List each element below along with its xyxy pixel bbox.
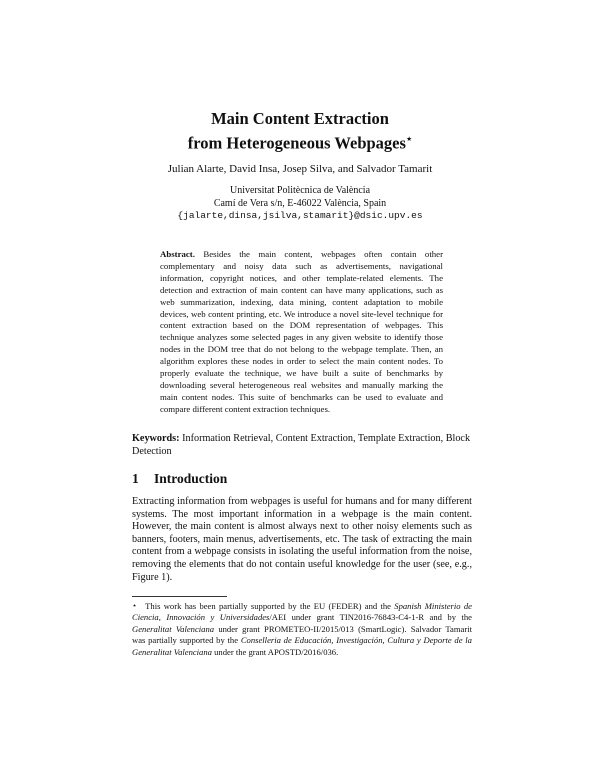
affiliation-emails: {jalarte,dinsa,jsilva,stamarit}@dsic.upv.es: [177, 210, 423, 221]
footnote-italic-1: Spanish Ministerio de Ciencia, Innovación y Universidades: [132, 601, 472, 623]
intro-paragraph: Extracting information from webpages is useful for humans and for many different systems. The most important information in a webpage is the main content. However, the main content is almost always next to other noisy elements such as banners, footers, main menus, advertisements, etc. The task of extracting the main content from a webpage consists in isolating the useful information from the noise, removing the elements that do not contain useful knowledge for the user (see, e.g., Figure 1).: [132, 496, 472, 583]
title-line-2-text: from Heterogeneous Webpages: [187, 133, 406, 153]
footnote-text-1: This work has been partially supported by the EU (FEDER) and the: [145, 601, 391, 611]
affiliation-institution: Universitat Politècnica de València: [229, 185, 371, 196]
section-number: 1: [132, 471, 139, 486]
title-line-1: Main Content Extraction: [211, 109, 389, 128]
footnote-italic-3: Conselleria de Educación, Investigación, Cultura y Deporte de la Generalitat Valenciana: [132, 635, 472, 657]
footnote-rule: [132, 596, 227, 597]
section-heading: [132, 471, 227, 487]
abstract-text: Besides the main content, webpages often contain other complementary and noisy data such as advertisements, navigational information, copyright notices, and other template-related elements. The detection and extraction of main content can have many applications, such as web summarization, indexing, data mining, content adaptation to mobile devices, web content printing, etc. We introduce a novel site-level technique for content extraction based on the DOM representation of webpages. This technique analyzes some selected pages in any given website to identify those nodes in the DOM tree that do not belong to the webpage template. Then, an algorithm explores these nodes in order to select the main content nodes. To properly evaluate the technique, we have built a suite of benchmarks by downloading several heterogeneous real websites and manually marking the main content nodes. This suite of benchmarks can be used to evaluate and compare different content extraction techniques.: [160, 249, 444, 414]
affiliation: [60, 185, 540, 223]
keywords-text: Information Retrieval, Content Extraction, Template Extraction, Block Detection: [132, 433, 471, 457]
title-line-2: [60, 129, 540, 154]
keywords-label: Keywords:: [132, 433, 180, 444]
section-title: Introduction: [154, 471, 228, 486]
footnote-mark: ⋆: [132, 601, 138, 610]
keywords: [132, 432, 472, 458]
footnote-text-2: /AEI under grant TIN2016-76843-C4-1-R and by the: [269, 612, 472, 623]
abstract-label: Abstract.: [160, 249, 195, 259]
footnote-italic-2: Generalitat Valenciana: [132, 623, 215, 634]
affiliation-address: Camí de Vera s/n, E-46022 València, Spain: [213, 197, 387, 209]
title-footnote-mark: ⋆: [405, 134, 413, 145]
footnote-text-3: under grant PROMETEO-II/2015/013 (SmartLogic). Salvador Tamarit was partially supported by the: [132, 623, 473, 646]
footnote: [132, 600, 472, 658]
abstract: [160, 249, 443, 416]
author-list: Julian Alarte, David Insa, Josep Silva, and Salvador Tamarit: [167, 163, 433, 175]
footnote-text-4: under the grant APOSTD/2016/036.: [214, 646, 339, 657]
paper-title: [60, 108, 540, 154]
